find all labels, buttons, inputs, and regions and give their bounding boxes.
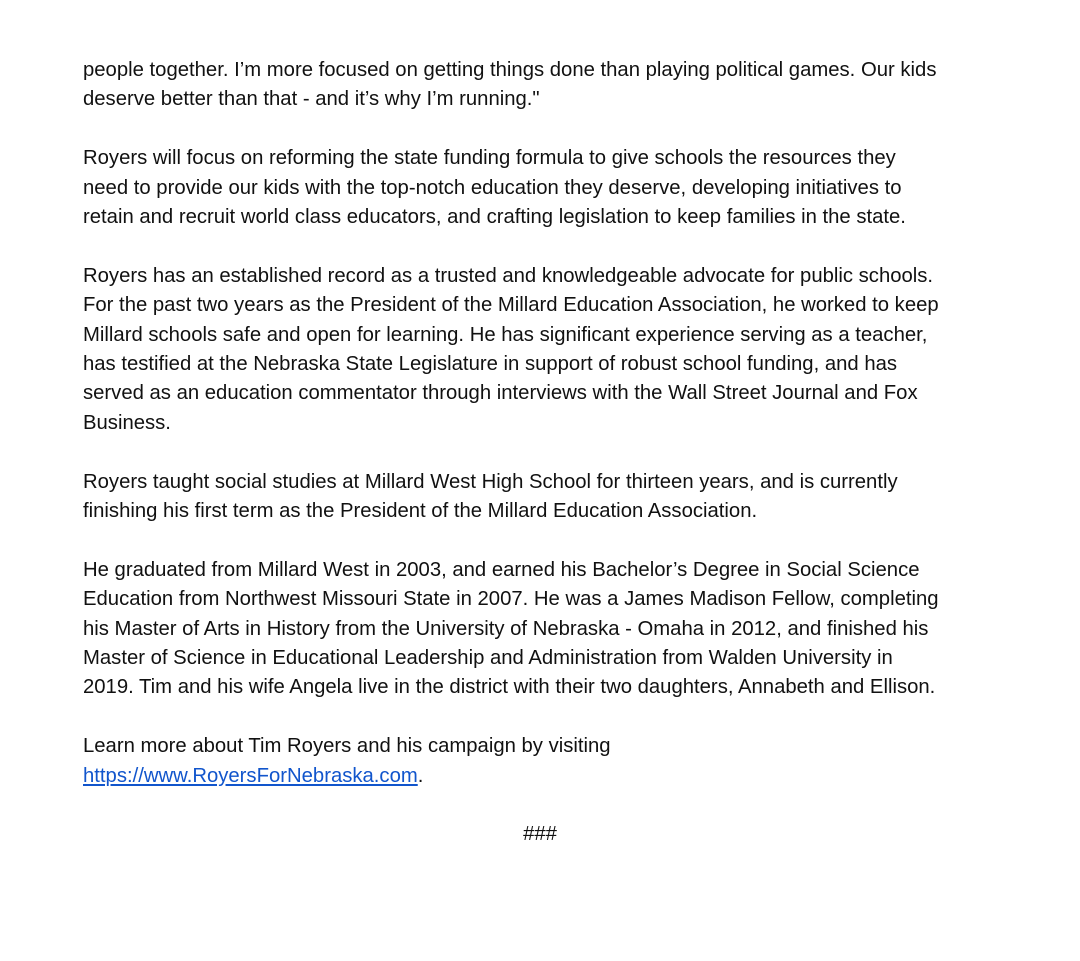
text-line: He graduated from Millard West in 2003, and earned his Bachelor’s Degree in Social Science — [83, 558, 920, 581]
text-line: served as an education commentator through interviews with the Wall Street Journal and Fox — [83, 382, 918, 405]
text-line: Education from Northwest Missouri State in 2007. He was a James Madison Fellow, completing — [83, 588, 939, 611]
paragraph-record — [83, 262, 1020, 438]
closing-text-line: Learn more about Tim Royers and his campaign by visiting — [83, 735, 611, 758]
paragraph-education — [83, 556, 1020, 703]
text-line: need to provide our kids with the top-notch education they deserve, developing initiatives to — [83, 176, 902, 199]
text-line: Royers will focus on reforming the state funding formula to give schools the resources they — [83, 147, 896, 170]
text-line: Royers taught social studies at Millard West High School for thirteen years, and is currently — [83, 470, 898, 493]
text-line: For the past two years as the President of the Millard Education Association, he worked to keep — [83, 294, 939, 317]
text-line: Millard schools safe and open for learning. He has significant experience serving as a teacher, — [83, 323, 928, 346]
text-line: deserve better than that - and it’s why I’m running." — [83, 88, 540, 111]
text-line: finishing his first term as the President of the Millard Education Association. — [83, 500, 758, 523]
text-line: Business. — [83, 411, 171, 434]
closing-period: . — [417, 764, 424, 787]
text-line: people together. I’m more focused on getting things done than playing political games. Our kids — [83, 59, 937, 81]
text-line: has testified at the Nebraska State Legislature in support of robust school funding, and has — [83, 353, 898, 376]
website-link[interactable]: https://www.RoyersForNebraska.com — [83, 764, 418, 787]
closing-link-line — [83, 762, 1020, 791]
text-line: Master of Science in Educational Leadership and Administration from Walden University in — [83, 647, 893, 670]
text-line: 2019. Tim and his wife Angela live in the district with their two daughters, Annabeth and Ellison. — [83, 676, 936, 699]
text-line: his Master of Arts in History from the University of Nebraska - Omaha in 2012, and finished his — [83, 617, 929, 640]
end-mark: ### — [523, 823, 557, 846]
text-line: retain and recruit world class educators, and crafting legislation to keep families in the state. — [83, 206, 906, 229]
paragraph-quote-end — [83, 56, 1020, 115]
paragraph-teaching — [83, 468, 1020, 527]
paragraph-focus — [83, 144, 1020, 232]
text-line: Royers has an established record as a trusted and knowledgeable advocate for public schools. — [83, 264, 934, 287]
paragraph-closing — [83, 732, 1020, 791]
